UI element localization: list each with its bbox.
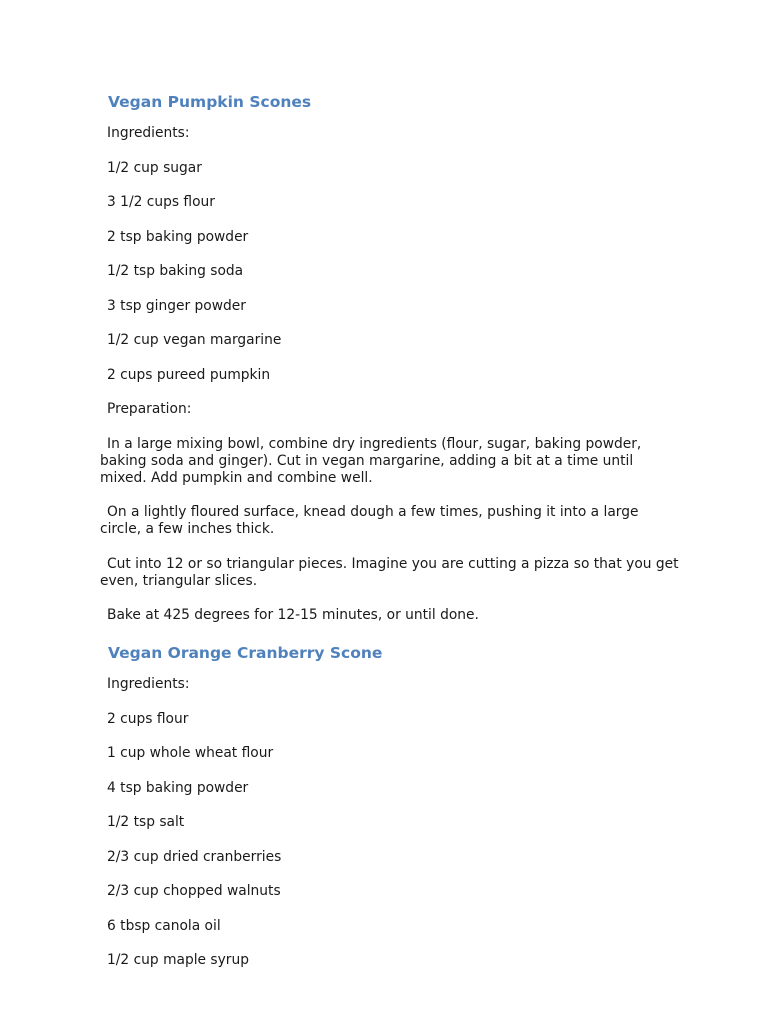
preparation-step [100, 556, 680, 590]
preparation-step-text: Cut into 12 or so triangular pieces. Imagine you are cutting a pizza so that you get even, triangular slices. [100, 555, 679, 589]
document-page [100, 91, 680, 987]
ingredients-label: Ingredients: [107, 125, 190, 141]
preparation-step [100, 504, 680, 538]
ingredient-item: 2/3 cup dried cranberries [107, 848, 282, 865]
ingredient-item: 4 tsp baking powder [107, 779, 249, 796]
ingredient-item: 3 tsp ginger powder [107, 297, 246, 314]
ingredient-item: 1/2 cup maple syrup [107, 952, 249, 968]
ingredient-item: 2/3 cup chopped walnuts [107, 883, 281, 899]
preparation-step-text: On a lightly floured surface, knead dough a few times, pushing it into a large circle, a few inches thick. [100, 504, 639, 537]
ingredient-item: 2 cups flour [107, 710, 189, 727]
ingredient-item: 1/2 cup sugar [107, 159, 202, 176]
ingredients-label: Ingredients: [107, 676, 190, 692]
ingredient-item: 6 tbsp canola oil [107, 917, 221, 934]
ingredient-item: 1/2 tsp baking soda [107, 263, 244, 279]
ingredient-item: 3 1/2 cups flour [107, 194, 215, 210]
preparation-step-text: In a large mixing bowl, combine dry ingredients (flour, sugar, baking powder, baking soda and ginger). Cut in vegan margarine, adding a bit at a time until mixed. Add pumpkin and combine well. [100, 435, 642, 486]
ingredient-item: 1 cup whole wheat flour [107, 745, 274, 761]
preparation-step-text: Bake at 425 degrees for 12-15 minutes, or until done. [107, 607, 479, 623]
preparation-step [100, 436, 680, 487]
ingredient-item: 1/2 tsp salt [107, 814, 185, 830]
preparation-step [100, 607, 680, 624]
preparation-label: Preparation: [107, 401, 192, 417]
ingredient-item: 1/2 cup vegan margarine [107, 332, 282, 348]
recipe-title-pumpkin-scones: Vegan Pumpkin Scones [108, 93, 312, 111]
ingredient-item: 2 tsp baking powder [107, 228, 249, 245]
recipe-title-orange-cranberry-scone: Vegan Orange Cranberry Scone [108, 644, 383, 662]
ingredient-item: 2 cups pureed pumpkin [107, 366, 271, 383]
